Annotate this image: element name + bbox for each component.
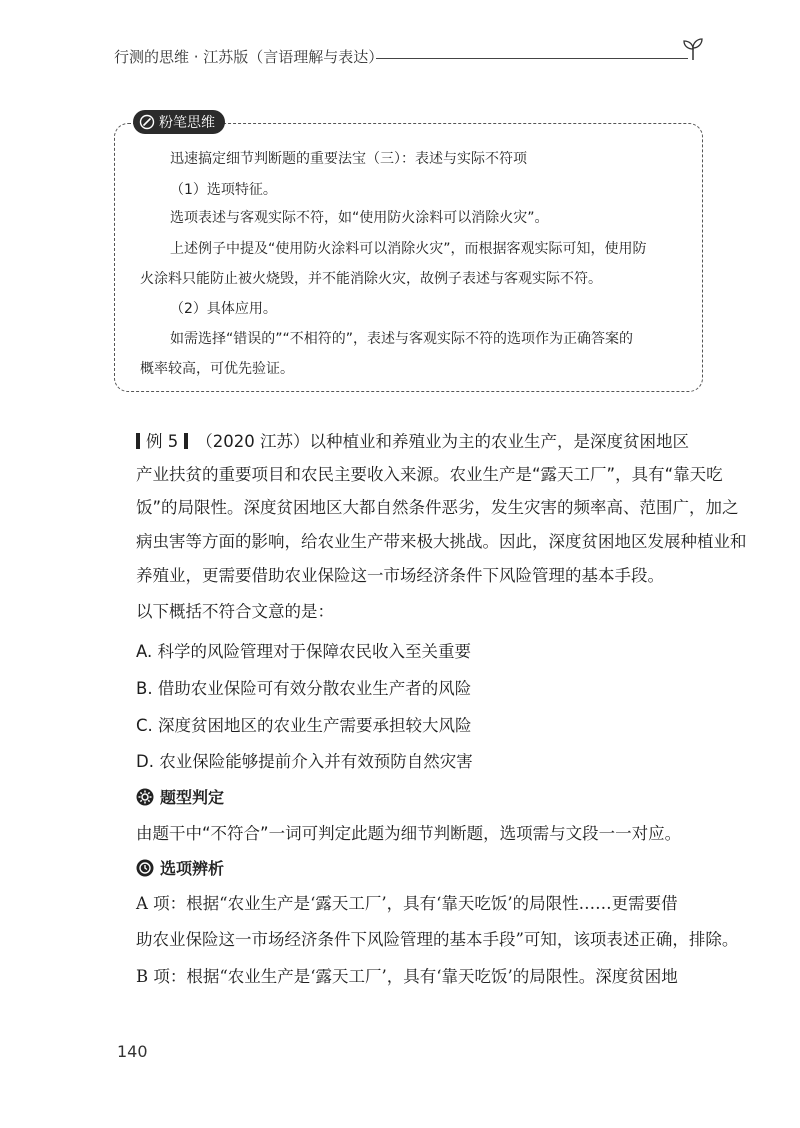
option-a: A. 科学的风险管理对于保障农民收入至关重要 — [136, 642, 471, 661]
type-judgment-text: 由题干中“不符合”一词可判定此题为细节判断题，选项需与文段一一对应。 — [136, 824, 682, 843]
example-line: 产业扶贫的重要项目和农民主要收入来源。农业生产是“露天工厂”，具有“靠天吃 — [136, 465, 723, 484]
running-header — [114, 46, 714, 76]
tip-line: 概率较高，可优先验证。 — [140, 361, 294, 377]
page-number: 140 — [117, 1042, 148, 1061]
tip-badge-label: 粉笔思维 — [159, 115, 215, 131]
example-line: 养殖业，更需要借助农业保险这一市场经济条件下风险管理的基本手段。 — [136, 566, 664, 585]
tip-line: （1）选项特征。 — [170, 182, 277, 198]
header-rule — [376, 58, 688, 59]
question-stem: 以下概括不符合文意的是： — [136, 602, 334, 621]
analysis-line: B 项：根据“农业生产是‘露天工厂’，具有‘靠天吃饭’的局限性。深度贫困地 — [136, 967, 678, 986]
clock-icon — [136, 859, 154, 877]
sprout-icon — [680, 36, 706, 62]
example-line: 饭”的局限性。深度贫困地区大都自然条件恶劣，发生灾害的频率高、范围广，加之 — [136, 498, 739, 517]
option-analysis-title: 选项辨析 — [160, 859, 225, 878]
analysis-line: A 项：根据“农业生产是‘露天工厂’，具有‘靠天吃饭’的局限性……更需要借 — [136, 894, 678, 913]
example-label: 例 5 — [146, 432, 179, 451]
chalk-icon — [139, 114, 155, 130]
tip-line: 选项表述与客观实际不符，如“使用防火涂料可以消除火灾”。 — [170, 210, 549, 226]
example-first-line — [136, 428, 689, 452]
tip-line: （2）具体应用。 — [170, 301, 277, 317]
label-bar — [136, 433, 140, 449]
type-judgment-title: 题型判定 — [160, 788, 225, 807]
option-analysis-heading — [136, 856, 224, 879]
label-bar — [184, 433, 188, 449]
tip-line: 火涂料只能防止被火烧毁，并不能消除火灾，故例子表述与客观实际不符。 — [140, 271, 602, 287]
gear-icon — [136, 788, 154, 806]
example-text: （2020 江苏）以种植业和养殖业为主的农业生产，是深度贫困地区 — [196, 432, 689, 451]
tip-line: 迅速搞定细节判断题的重要法宝（三）：表述与实际不符项 — [170, 151, 527, 167]
tip-line: 上述例子中提及“使用防火涂料可以消除火灾”，而根据客观实际可知，使用防 — [170, 241, 647, 257]
analysis-line: 助农业保险这一市场经济条件下风险管理的基本手段”可知，该项表述正确，排除。 — [136, 930, 739, 949]
example-line: 病虫害等方面的影响，给农业生产带来极大挑战。因此，深度贫困地区发展种植业和 — [136, 532, 747, 551]
book-title: 行测的思维 · 江苏版（言语理解与表达） — [114, 48, 384, 66]
type-judgment-heading — [136, 785, 224, 808]
tip-line: 如需选择“错误的”“不相符的”，表述与客观实际不符的选项作为正确答案的 — [170, 331, 634, 347]
option-b: B. 借助农业保险可有效分散农业生产者的风险 — [136, 679, 472, 698]
tip-badge — [133, 110, 225, 134]
option-c: C. 深度贫困地区的农业生产需要承担较大风险 — [136, 716, 472, 735]
option-d: D. 农业保险能够提前介入并有效预防自然灾害 — [136, 752, 473, 771]
